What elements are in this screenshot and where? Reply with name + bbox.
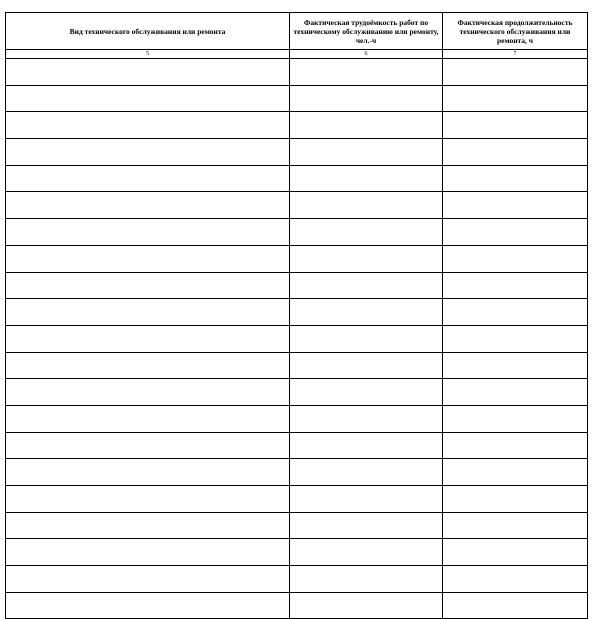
table-row	[6, 379, 588, 406]
table-cell[interactable]	[443, 59, 588, 86]
table-cell[interactable]	[290, 325, 443, 352]
table-cell[interactable]	[290, 85, 443, 112]
table-cell[interactable]	[290, 245, 443, 272]
table-row	[6, 165, 588, 192]
table-cell[interactable]	[290, 219, 443, 246]
table-cell[interactable]	[6, 192, 290, 219]
table-cell[interactable]	[443, 592, 588, 619]
table-cell[interactable]	[6, 219, 290, 246]
table-cell[interactable]	[290, 139, 443, 166]
table-row	[6, 432, 588, 459]
table-row	[6, 486, 588, 513]
table-cell[interactable]	[443, 139, 588, 166]
table-body	[6, 59, 588, 619]
table-row	[6, 539, 588, 566]
table-cell[interactable]	[6, 352, 290, 379]
maintenance-log-table	[5, 12, 588, 619]
table-cell[interactable]	[290, 512, 443, 539]
table-row	[6, 59, 588, 86]
header-duration: Фактическая продолжительность технического обслуживания или ремонта, ч	[443, 13, 588, 50]
table-row	[6, 112, 588, 139]
table-cell[interactable]	[443, 512, 588, 539]
table-cell[interactable]	[290, 59, 443, 86]
table-cell[interactable]	[443, 219, 588, 246]
table-cell[interactable]	[6, 85, 290, 112]
table-cell[interactable]	[290, 272, 443, 299]
table-row	[6, 272, 588, 299]
table-row	[6, 592, 588, 619]
table-cell[interactable]	[6, 432, 290, 459]
table-cell[interactable]	[443, 379, 588, 406]
table-cell[interactable]	[6, 592, 290, 619]
document-page	[5, 12, 587, 619]
table-cell[interactable]	[443, 165, 588, 192]
table-cell[interactable]	[443, 459, 588, 486]
table-cell[interactable]	[443, 486, 588, 513]
table-cell[interactable]	[290, 299, 443, 326]
table-row	[6, 325, 588, 352]
table-cell[interactable]	[6, 325, 290, 352]
table-cell[interactable]	[443, 566, 588, 593]
table-row	[6, 299, 588, 326]
table-cell[interactable]	[6, 405, 290, 432]
table-row	[6, 352, 588, 379]
table-cell[interactable]	[443, 299, 588, 326]
table-cell[interactable]	[6, 512, 290, 539]
table-row	[6, 566, 588, 593]
table-cell[interactable]	[290, 592, 443, 619]
table-cell[interactable]	[290, 165, 443, 192]
table-cell[interactable]	[6, 459, 290, 486]
table-cell[interactable]	[443, 192, 588, 219]
column-number: 5	[6, 50, 290, 59]
table-cell[interactable]	[290, 192, 443, 219]
table-cell[interactable]	[290, 432, 443, 459]
table-cell[interactable]	[443, 405, 588, 432]
table-cell[interactable]	[290, 405, 443, 432]
table-cell[interactable]	[290, 352, 443, 379]
table-cell[interactable]	[6, 112, 290, 139]
header-maintenance-type: Вид технического обслуживания или ремонта	[6, 13, 290, 50]
table-cell[interactable]	[443, 272, 588, 299]
column-number: 7	[443, 50, 588, 59]
table-row	[6, 139, 588, 166]
table-cell[interactable]	[6, 59, 290, 86]
table-cell[interactable]	[6, 539, 290, 566]
header-labor-intensity: Фактическая трудоёмкость работ по техническому обслуживанию или ремонту, чел.-ч	[290, 13, 443, 50]
table-cell[interactable]	[6, 566, 290, 593]
table-cell[interactable]	[290, 112, 443, 139]
table-cell[interactable]	[6, 299, 290, 326]
table-cell[interactable]	[443, 352, 588, 379]
table-row	[6, 459, 588, 486]
table-row	[6, 85, 588, 112]
table-row	[6, 245, 588, 272]
table-cell[interactable]	[290, 566, 443, 593]
table-cell[interactable]	[443, 85, 588, 112]
header-row	[6, 13, 588, 50]
table-cell[interactable]	[290, 486, 443, 513]
table-cell[interactable]	[443, 325, 588, 352]
table-cell[interactable]	[6, 272, 290, 299]
table-cell[interactable]	[443, 539, 588, 566]
table-cell[interactable]	[6, 379, 290, 406]
table-row	[6, 405, 588, 432]
table-cell[interactable]	[443, 245, 588, 272]
table-row	[6, 192, 588, 219]
table-cell[interactable]	[443, 432, 588, 459]
table-cell[interactable]	[290, 459, 443, 486]
table-cell[interactable]	[6, 245, 290, 272]
table-cell[interactable]	[443, 112, 588, 139]
table-cell[interactable]	[6, 486, 290, 513]
column-number: 6	[290, 50, 443, 59]
table-row	[6, 512, 588, 539]
column-number-row	[6, 50, 588, 59]
table-cell[interactable]	[290, 379, 443, 406]
table-cell[interactable]	[290, 539, 443, 566]
table-cell[interactable]	[6, 139, 290, 166]
table-row	[6, 219, 588, 246]
table-cell[interactable]	[6, 165, 290, 192]
